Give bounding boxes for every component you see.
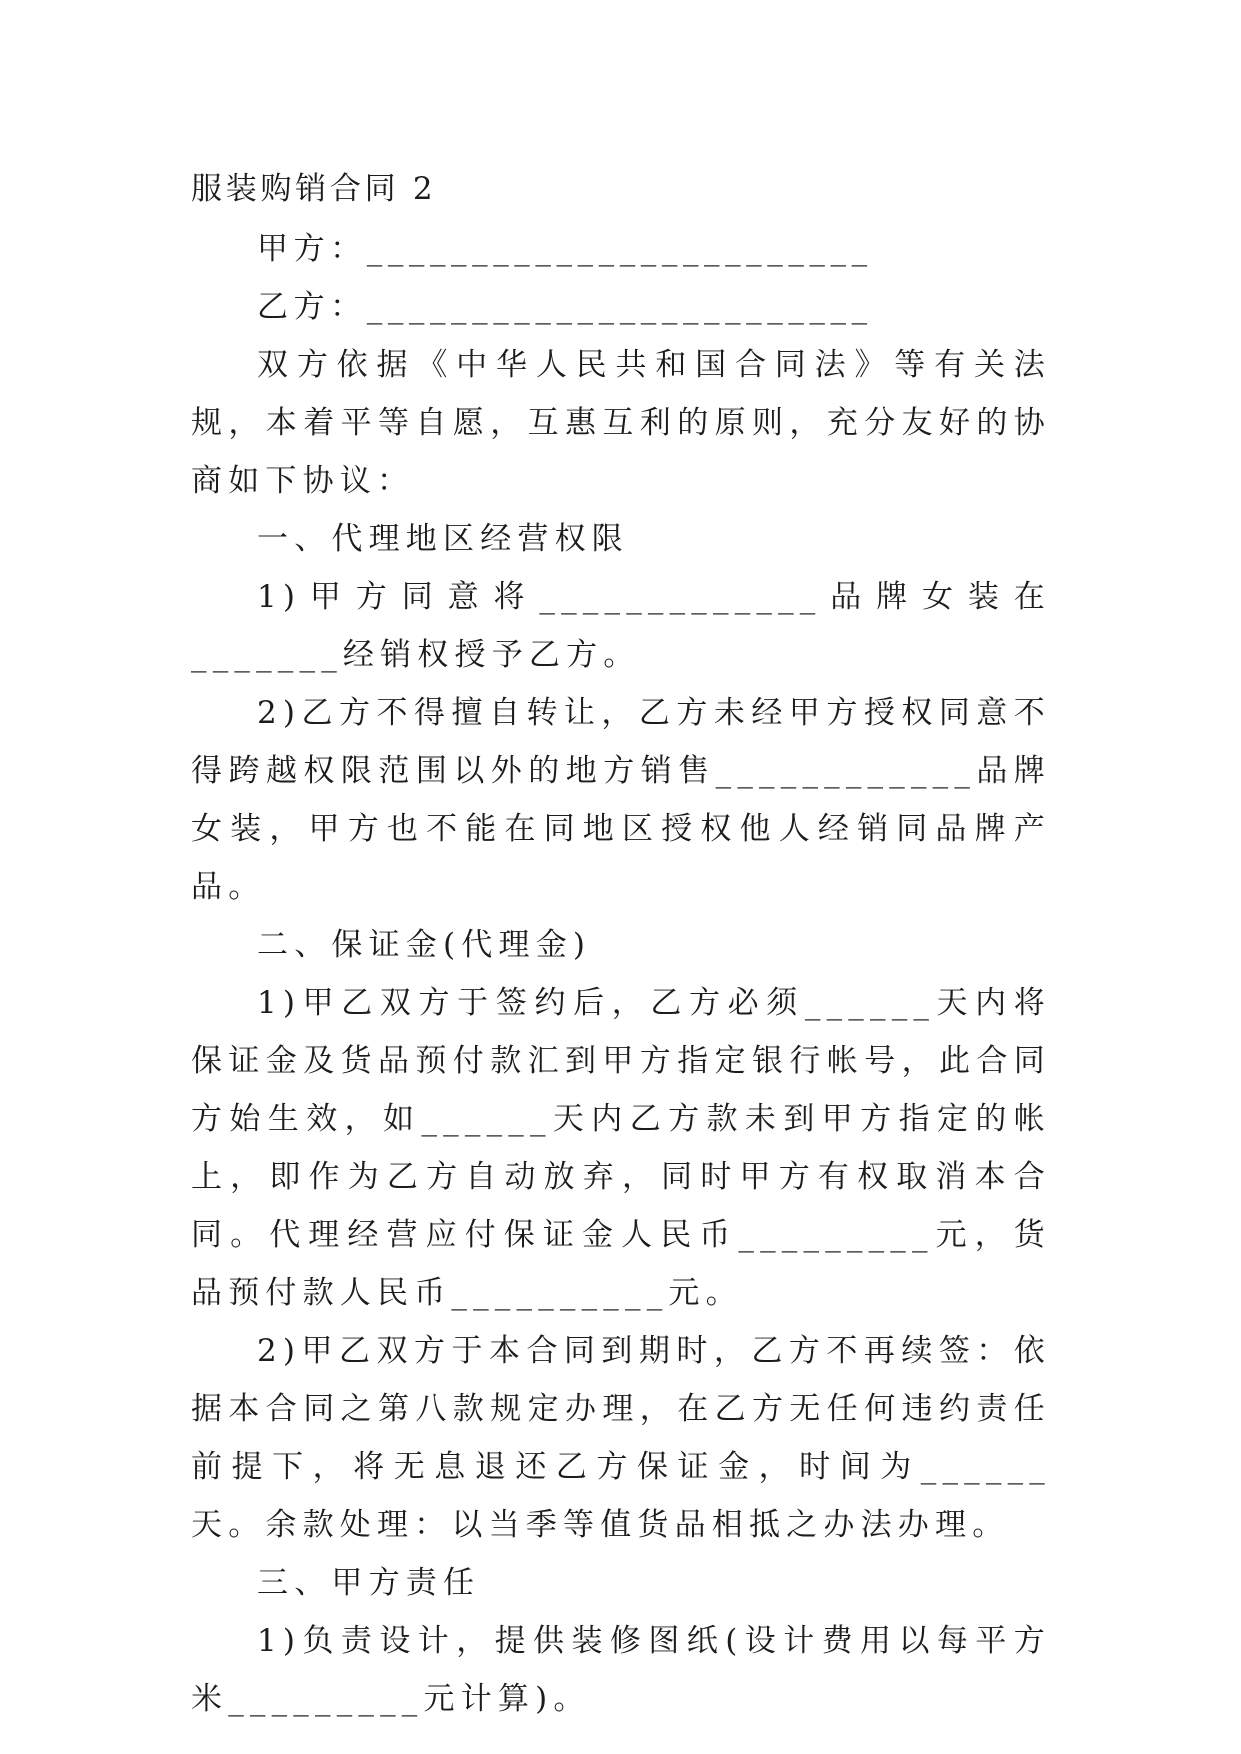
section-2-heading: 二、保证金(代理金) bbox=[257, 927, 592, 963]
section-1-item-2: 2)乙方不得擅自转让，乙方未经甲方授权同意不得跨越权限范围以外的地方销售____________品牌女装，甲方也不能在同地区授权他人经销同品牌产品。 bbox=[191, 695, 1051, 905]
party-a-line: 甲方：________________________ bbox=[257, 231, 873, 267]
section-1-item-1: 1)甲方同意将_____________品牌女装在_______经销权授予乙方。 bbox=[191, 579, 1051, 673]
section-2-item-1: 1)甲乙双方于签约后，乙方必须______天内将保证金及货品预付款汇到甲方指定银行帐号，此合同方始生效，如______天内乙方款未到甲方指定的帐上，即作为乙方自动放弃，同时甲方有权取消本合同。代理经营应付保证金人民币_________元，货品预付款人民币__________元。 bbox=[191, 985, 1051, 1311]
party-b-line: 乙方：________________________ bbox=[257, 289, 873, 325]
intro-paragraph: 双方依据《中华人民共和国合同法》等有关法规，本着平等自愿，互惠互利的原则，充分友好的协商如下协议： bbox=[191, 347, 1051, 499]
document-body bbox=[191, 160, 1051, 1728]
section-3-item-1: 1)负责设计，提供装修图纸(设计费用以每平方米_________元计算)。 bbox=[191, 1623, 1051, 1717]
section-1-heading: 一、代理地区经营权限 bbox=[257, 521, 629, 557]
section-3-heading: 三、甲方责任 bbox=[257, 1565, 481, 1601]
section-2-item-2: 2)甲乙双方于本合同到期时，乙方不再续签：依据本合同之第八款规定办理，在乙方无任何违约责任前提下，将无息退还乙方保证金，时间为______天。余款处理：以当季等值货品相抵之办法办理。 bbox=[191, 1333, 1051, 1543]
document-title: 服装购销合同 2 bbox=[191, 171, 437, 207]
